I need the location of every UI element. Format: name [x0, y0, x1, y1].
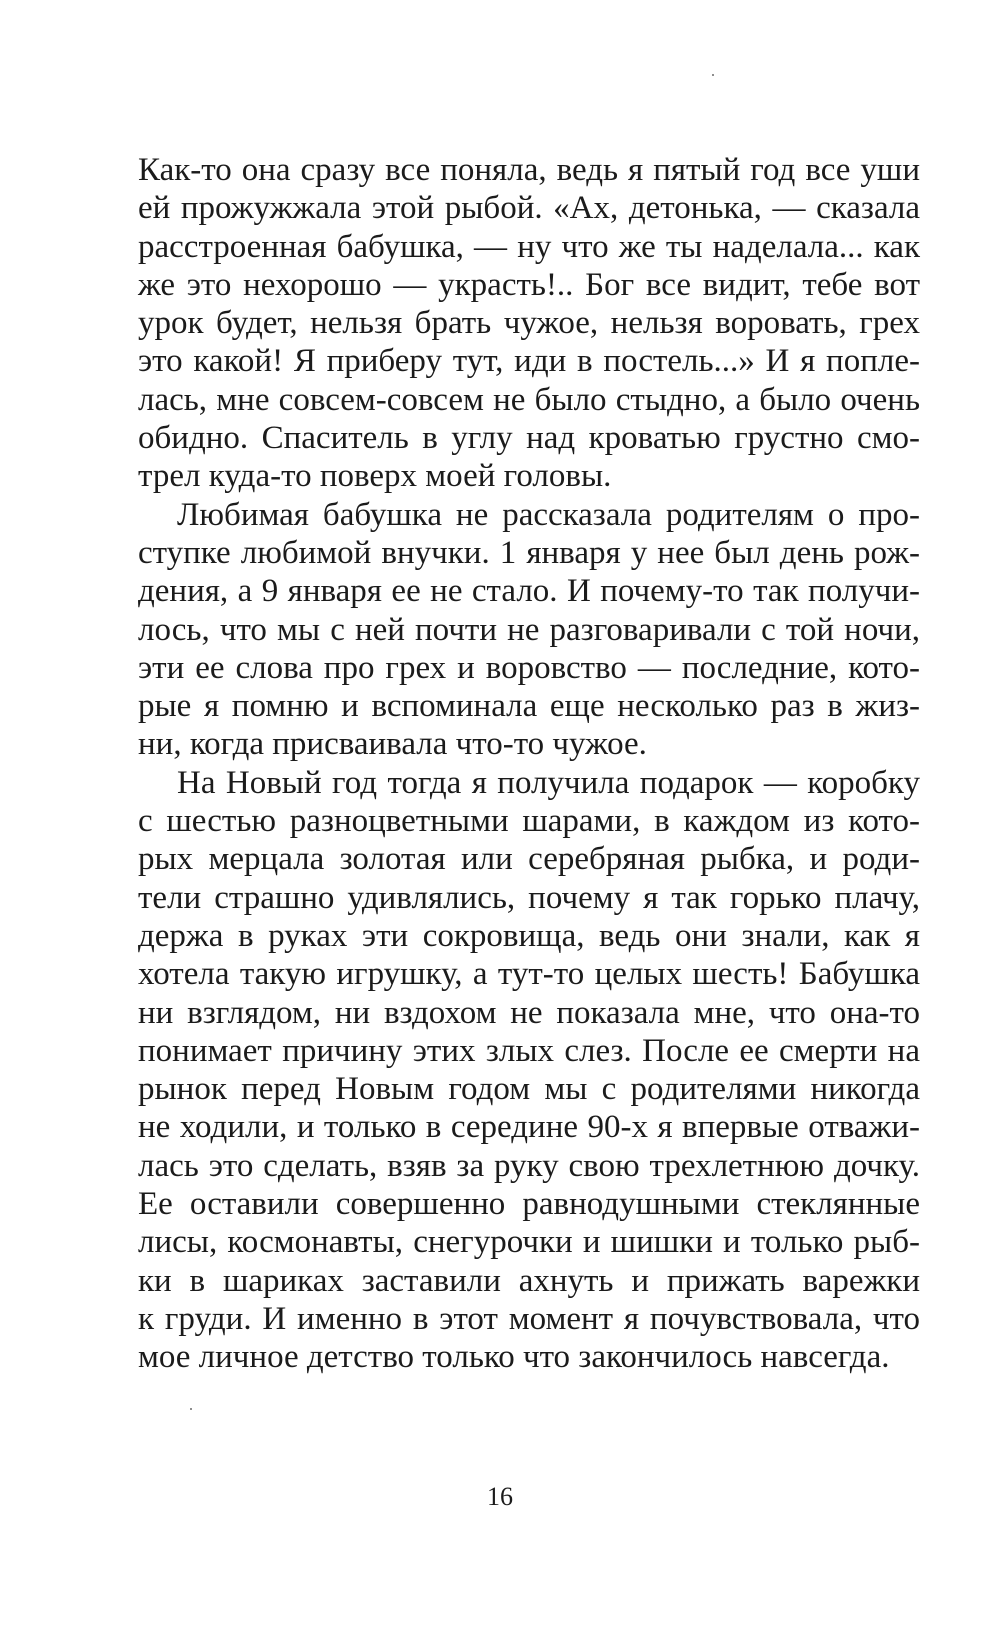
paragraph-1 — [138, 151, 920, 496]
text-line: Ее оставили совершенно равнодушными стеклянные — [138, 1186, 920, 1223]
text-line: рых мерцала золотая или серебряная рыбка, и роди- — [138, 841, 920, 878]
text-line: ни взглядом, ни вздохом не показала мне, что она-то — [138, 994, 920, 1031]
text-line: ей прожужжала этой рыбой. «Ах, детонька, — сказала — [138, 190, 920, 227]
text-line: понимает причину этих злых слез. После ее смерти на — [138, 1032, 920, 1069]
text-line: На Новый год тогда я получила подарок — коробку — [177, 764, 920, 801]
text-line: не ходили, и только в середине 90-х я впервые отважи- — [138, 1109, 920, 1146]
text-line: ступке любимой внучки. 1 января у нее был день рож- — [138, 534, 920, 571]
text-line: расстроенная бабушка, — ну что же ты наделала... как — [138, 228, 920, 265]
print-speck — [712, 74, 714, 76]
text-line: эти ее слова про грех и воровство — последние, кото- — [138, 649, 920, 686]
text-line: ки в шариках заставили ахнуть и прижать варежки — [138, 1262, 920, 1299]
text-line: рые я помню и вспоминала еще несколько раз в жиз- — [138, 688, 920, 725]
text-line: мое личное детство только что закончилось навсегда. — [138, 1339, 890, 1376]
body-text — [138, 151, 920, 1377]
text-line: это какой! Я приберу тут, иди в постель...» И я попле- — [138, 343, 920, 380]
paragraph-2 — [138, 496, 920, 764]
text-line: рынок перед Новым годом мы с родителями никогда — [138, 1071, 920, 1108]
text-line: урок будет, нельзя брать чужое, нельзя воровать, грех — [138, 305, 920, 342]
text-line: лась, мне совсем-совсем не было стыдно, а было очень — [138, 381, 920, 418]
text-line: с шестью разноцветными шарами, в каждом из кото- — [138, 803, 920, 840]
text-line: к груди. И именно в этот момент я почувствовала, что — [138, 1300, 920, 1337]
text-line: Как-то она сразу все поняла, ведь я пятый год все уши — [138, 152, 920, 188]
text-line: лось, что мы с ней почти не разговаривали с той ночи, — [138, 611, 920, 648]
paragraph-3 — [138, 764, 920, 1377]
text-line: обидно. Спаситель в углу над кроватью грустно смо- — [138, 420, 920, 457]
text-line: Любимая бабушка не рассказала родителям о про- — [177, 496, 920, 533]
text-line: ни, когда присваивала что-то чужое. — [138, 726, 647, 763]
text-line: дения, а 9 января ее не стало. И почему-то так получи- — [138, 573, 920, 610]
text-line: лисы, космонавты, снегурочки и шишки и только рыб- — [138, 1224, 920, 1261]
text-line: трел куда-то поверх моей головы. — [138, 458, 612, 495]
page-number: 16 — [487, 1482, 513, 1511]
text-line: хотела такую игрушку, а тут-то целых шесть! Бабушка — [138, 956, 920, 993]
text-line: держа в руках эти сокровища, ведь они знали, как я — [138, 917, 920, 954]
text-line: же это нехорошо — украсть!.. Бог все видит, тебе вот — [138, 266, 920, 303]
print-speck — [190, 1408, 192, 1410]
text-line: лась это сделать, взяв за руку свою трехлетнюю дочку. — [138, 1147, 920, 1184]
text-line: тели страшно удивлялись, почему я так горько плачу, — [138, 879, 920, 916]
